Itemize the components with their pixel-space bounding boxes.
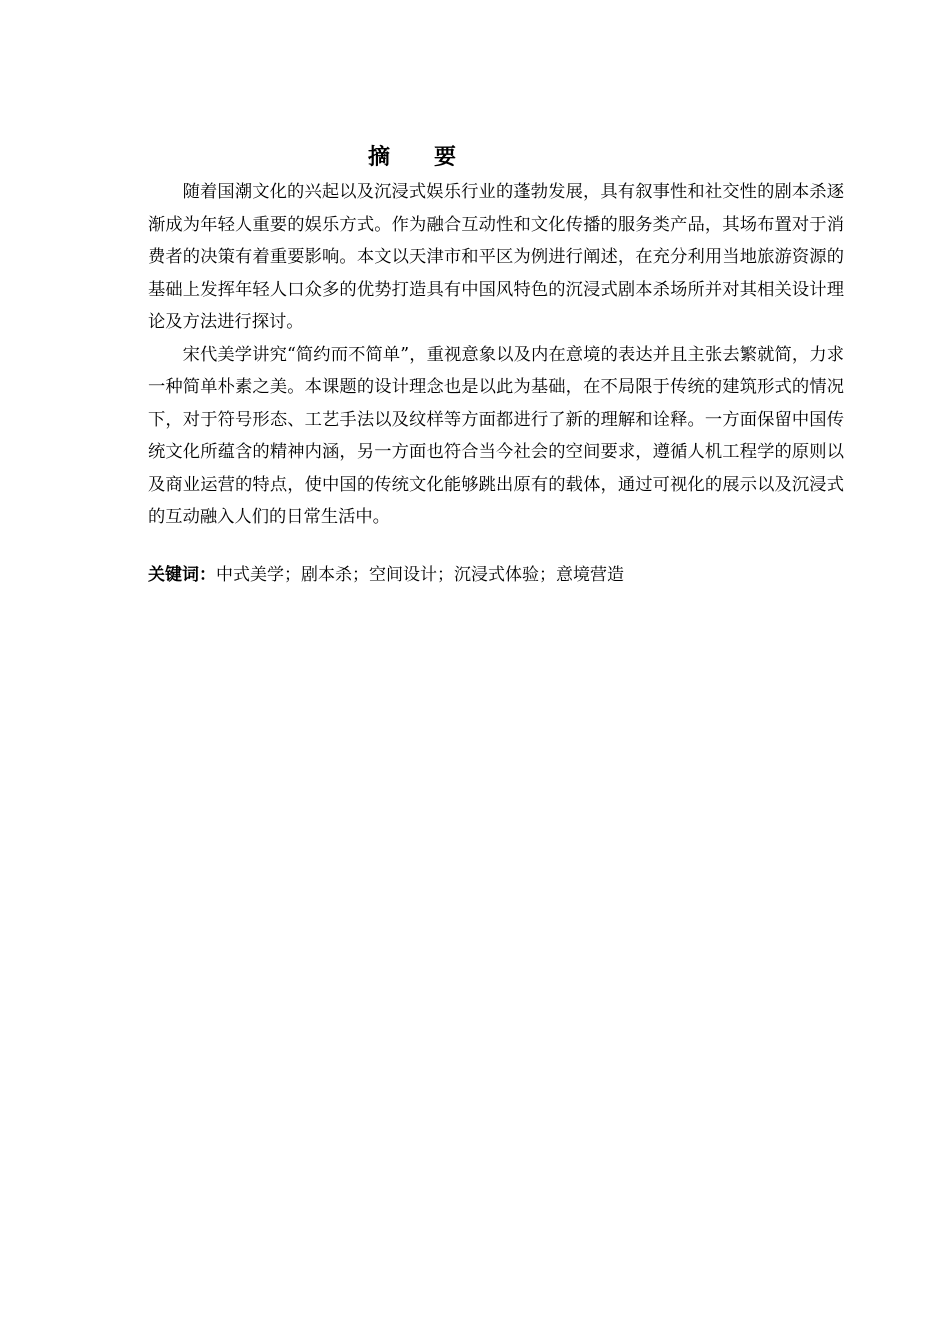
keywords-line: [148, 560, 844, 590]
keywords-list: 中式美学；剧本杀；空间设计；沉浸式体验；意境营造: [216, 565, 624, 585]
abstract-paragraph-2: 宋代美学讲究“简约而不简单”，重视意象以及内在意境的表达并且主张去繁就简，力求一种简单朴素之美。本课题的设计理念也是以此为基础，在不局限于传统的建筑形式的情况下，对于符号形态、工艺手法以及纹样等方面都进行了新的理解和诠释。一方面保留中国传统文化所蕴含的精神内涵，另一方面也符合当今社会的空间要求，遵循人机工程学的原则以及商业运营的特点，使中国的传统文化能够跳出原有的载体，通过可视化的展示以及沉浸式的互动融入人们的日常生活中。: [148, 344, 844, 527]
abstract-title: 摘 要: [367, 145, 456, 170]
abstract-body: [148, 176, 844, 534]
keywords-label: 关键词：: [148, 565, 216, 585]
abstract-paragraph-1: 随着国潮文化的兴起以及沉浸式娱乐行业的蓬勃发展，具有叙事性和社交性的剧本杀逐渐成为年轻人重要的娱乐方式。作为融合互动性和文化传播的服务类产品，其场布置对于消费者的决策有着重要影响。本文以天津市和平区为例进行阐述，在充分利用当地旅游资源的基础上发挥年轻人口众多的优势打造具有中国风特色的沉浸式剧本杀场所并对其相关设计理论及方法进行探讨。: [148, 182, 844, 332]
